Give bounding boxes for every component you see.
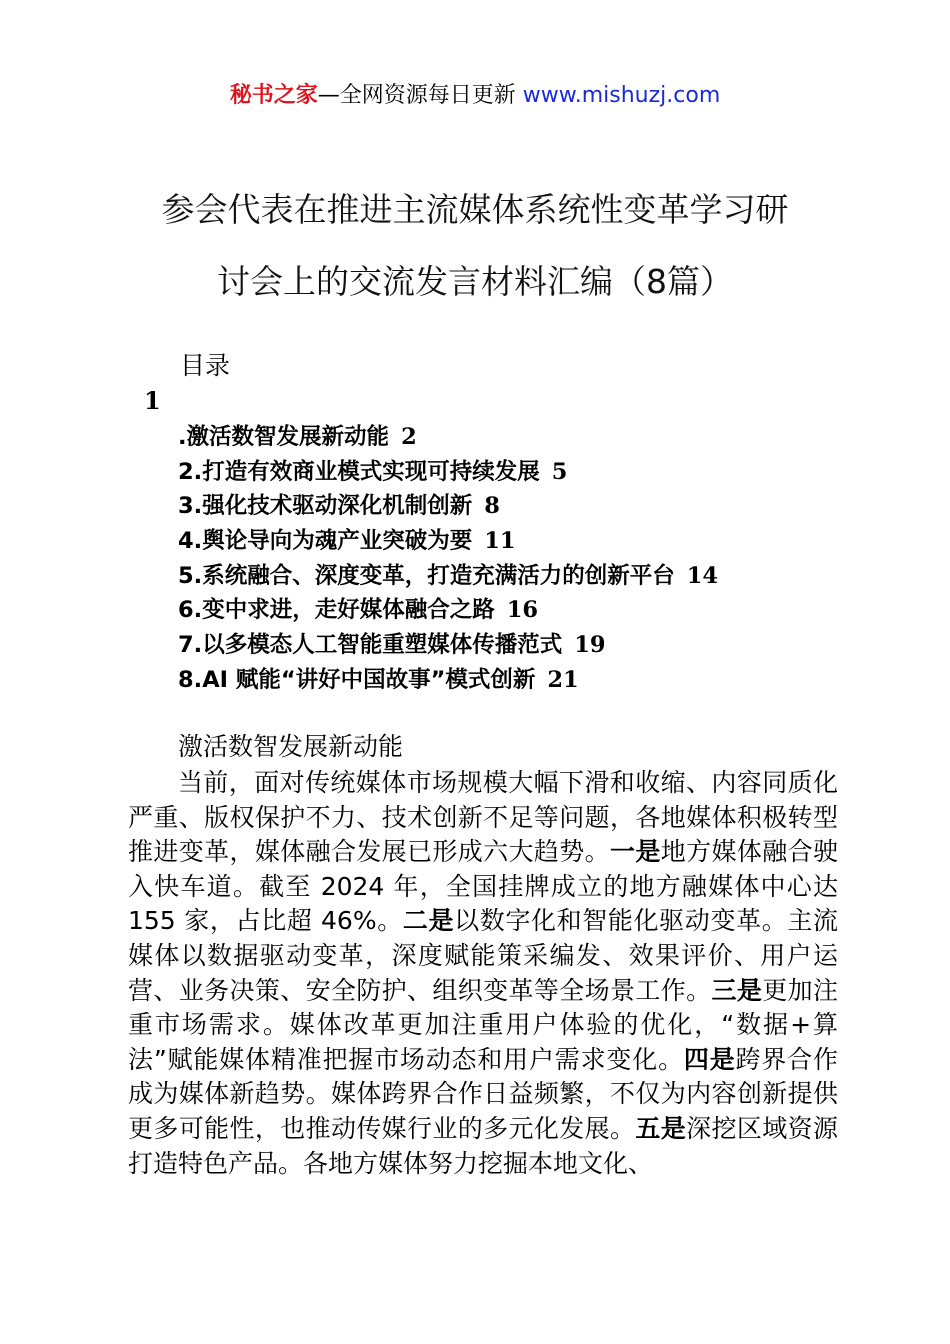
site-url-link[interactable]: www.mishuzj.com (522, 83, 721, 108)
toc-item-text: .激活数智发展新动能 (178, 424, 390, 450)
toc-item-text: 5.系统融合、深度变革，打造充满活力的创新平台 (178, 562, 675, 589)
toc-item-text: 7.以多模态人工智能重塑媒体传播范式 (178, 632, 563, 659)
body-paragraph (128, 766, 838, 1181)
toc-item[interactable] (178, 489, 718, 524)
toc-item[interactable] (178, 455, 718, 490)
toc-item-text: 8.AI 赋能“讲好中国故事”模式创新 (178, 666, 536, 693)
document-title-line-2: 讨会上的交流发言材料汇编（8篇） (217, 262, 733, 301)
emphasis-marker: 三是 (711, 975, 763, 1005)
document-title-line-1: 参会代表在推进主流媒体系统性变革学习研 (161, 190, 789, 229)
site-slogan: —全网资源每日更新 (317, 83, 523, 108)
toc-heading: 目录 (180, 351, 231, 380)
paragraph-text: 地方媒体融合驶入快车道。截至 2024 年，全国挂牌成立的地方融媒体中心达 155 家，占比超 46%。 (128, 837, 838, 936)
toc-item-text: 2.打造有效商业模式实现可持续发展 (178, 458, 540, 485)
emphasis-marker: 四是 (683, 1044, 736, 1074)
section-heading: 激活数智发展新动能 (178, 732, 404, 761)
site-brand: 秘书之家 (229, 83, 318, 108)
toc-item-page: 16 (506, 597, 539, 624)
emphasis-marker: 五是 (635, 1113, 687, 1143)
toc-item-text: 3.强化技术驱动深化机制创新 (178, 493, 473, 520)
toc-item[interactable] (178, 420, 718, 455)
paragraph-text: 跨界合作成为媒体新趋势。媒体跨界合作日益频繁，不仅为内容创新提供更多可能性，也推动传媒行业的多元化发展。 (128, 1044, 838, 1143)
toc-item-page: 5 (551, 458, 568, 485)
toc-item[interactable] (178, 559, 718, 594)
toc-item[interactable] (178, 593, 718, 628)
toc-item[interactable] (178, 628, 718, 663)
toc-item[interactable] (178, 524, 718, 559)
toc-item-text: 4.舆论导向为魂产业突破为要 (178, 528, 473, 555)
toc-item-page: 2 (401, 424, 417, 450)
paragraph-text: 深挖区域资源打造特色产品。各地方媒体努力挖掘本地文化、 (128, 1113, 838, 1178)
paragraph-text: 更加注重市场需求。媒体改革更加注重用户体验的优化，“数据+算法”赋能媒体精准把握市场动态和用户需求变化。 (128, 975, 838, 1074)
toc-first-number: 1 (144, 386, 161, 415)
toc-item-page: 21 (547, 666, 579, 693)
toc-item[interactable] (178, 663, 718, 698)
paragraph-text: 当前，面对传统媒体市场规模大幅下滑和收缩、内容同质化严重、版权保护不力、技术创新不足等问题，各地媒体积极转型推进变革，媒体融合发展已形成六大趋势。 (128, 768, 838, 867)
toc-item-page: 11 (484, 528, 516, 555)
toc-item-page: 8 (484, 493, 500, 520)
toc-item-text: 6.变中求进，走好媒体融合之路 (178, 597, 495, 624)
emphasis-marker: 二是 (402, 906, 455, 936)
toc-item-page: 14 (686, 562, 719, 589)
emphasis-marker: 一是 (610, 837, 661, 867)
table-of-contents (178, 420, 718, 698)
paragraph-text: 以数字化和智能化驱动变革。主流媒体以数据驱动变革，深度赋能策采编发、效果评价、用户运营、业务决策、安全防护、组织变革等全场景工作。 (128, 906, 838, 1005)
site-header (0, 80, 950, 112)
toc-item-page: 19 (574, 632, 606, 659)
